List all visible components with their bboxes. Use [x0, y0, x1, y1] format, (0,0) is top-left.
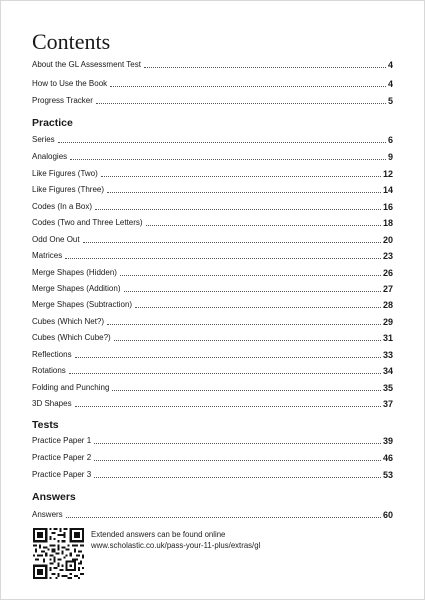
toc-label: Progress Tracker [32, 96, 93, 105]
toc-label: Cubes (Which Net?) [32, 317, 105, 326]
dot-leader [75, 357, 381, 358]
dot-leader [58, 142, 386, 143]
toc-label: Practice Paper 2 [32, 453, 92, 462]
toc-page-number: 53 [382, 470, 393, 480]
toc-page-number: 34 [382, 366, 393, 376]
toc-label: Rotations [32, 366, 66, 375]
toc-row-practice-paper-2[interactable] [32, 452, 393, 463]
section-heading-answers: Answers [32, 491, 76, 503]
dot-leader [95, 209, 381, 210]
toc-label: Codes (In a Box) [32, 202, 93, 211]
toc-page-number: 26 [382, 268, 393, 278]
toc-row-answers[interactable] [32, 509, 393, 520]
toc-row-3d-shapes[interactable] [32, 398, 393, 409]
dot-leader [144, 67, 386, 68]
toc-row-practice-paper-3[interactable] [32, 469, 393, 480]
toc-label: Answers [32, 510, 63, 519]
qr-code-icon[interactable] [33, 528, 84, 579]
toc-row-cubes-which-net[interactable] [32, 316, 393, 327]
toc-row-practice-paper-1[interactable] [32, 435, 393, 446]
toc-row-analogies[interactable] [32, 151, 393, 162]
toc-page-number: 4 [387, 79, 393, 89]
section-heading-practice: Practice [32, 117, 73, 129]
toc-label: Series [32, 135, 55, 144]
toc-page-number: 39 [382, 436, 393, 446]
toc-label: Cubes (Which Cube?) [32, 333, 111, 342]
toc-page-number: 14 [382, 185, 393, 195]
toc-label: How to Use the Book [32, 79, 108, 88]
toc-row-cubes-which-cube[interactable] [32, 332, 393, 343]
toc-page-number: 23 [382, 251, 393, 261]
extended-answers-text: Extended answers can be found online [91, 530, 226, 539]
dot-leader [94, 443, 381, 444]
toc-page-number: 6 [387, 135, 393, 145]
toc-row-rotations[interactable] [32, 365, 393, 376]
toc-row-merge-shapes-hidden[interactable] [32, 267, 393, 278]
toc-page-number: 16 [382, 202, 393, 212]
dot-leader [107, 192, 381, 193]
dot-leader [65, 258, 381, 259]
dot-leader [146, 225, 381, 226]
toc-row-about[interactable] [32, 59, 393, 70]
toc-label: Like Figures (Three) [32, 185, 105, 194]
toc-page-number: 18 [382, 218, 393, 228]
toc-row-progress-tracker[interactable] [32, 95, 393, 106]
toc-page-number: 46 [382, 453, 393, 463]
toc-row-folding-and-punching[interactable] [32, 382, 393, 393]
toc-row-merge-shapes-addition[interactable] [32, 283, 393, 294]
dot-leader [135, 307, 381, 308]
toc-label: Codes (Two and Three Letters) [32, 218, 143, 227]
toc-label: Merge Shapes (Hidden) [32, 268, 117, 277]
dot-leader [69, 373, 381, 374]
dot-leader [110, 86, 386, 87]
toc-label: Practice Paper 1 [32, 436, 92, 445]
dot-leader [83, 242, 381, 243]
toc-label: Odd One Out [32, 235, 80, 244]
toc-row-codes-two-three-letters[interactable] [32, 217, 393, 228]
toc-label: Analogies [32, 152, 68, 161]
toc-label: Merge Shapes (Addition) [32, 284, 121, 293]
toc-page-number: 12 [382, 169, 393, 179]
toc-page-number: 60 [382, 510, 393, 520]
toc-page-number: 4 [387, 60, 393, 70]
toc-page-number: 5 [387, 96, 393, 106]
toc-label: Reflections [32, 350, 72, 359]
dot-leader [107, 324, 381, 325]
dot-leader [75, 406, 381, 407]
dot-leader [114, 340, 381, 341]
extended-answers-url[interactable]: www.scholastic.co.uk/pass-your-11-plus/extras/gl [91, 541, 261, 550]
toc-row-like-figures-two[interactable] [32, 168, 393, 179]
dot-leader [120, 275, 381, 276]
section-heading-tests: Tests [32, 419, 59, 431]
toc-label: About the GL Assessment Test [32, 60, 141, 69]
toc-page-number: 37 [382, 399, 393, 409]
page-title: Contents [32, 29, 111, 54]
toc-row-like-figures-three[interactable] [32, 184, 393, 195]
toc-label: Folding and Punching [32, 383, 110, 392]
dot-leader [94, 460, 381, 461]
toc-page-number: 27 [382, 284, 393, 294]
dot-leader [124, 291, 381, 292]
dot-leader [101, 176, 381, 177]
dot-leader [66, 517, 381, 518]
extended-answers-note [91, 529, 260, 551]
toc-label: 3D Shapes [32, 399, 72, 408]
toc-page-number: 35 [382, 383, 393, 393]
dot-leader [96, 103, 386, 104]
toc-page-number: 29 [382, 317, 393, 327]
toc-page-number: 9 [387, 152, 393, 162]
toc-page-number: 28 [382, 300, 393, 310]
toc-label: Like Figures (Two) [32, 169, 98, 178]
toc-page-number: 33 [382, 350, 393, 360]
toc-row-odd-one-out[interactable] [32, 234, 393, 245]
toc-row-merge-shapes-subtraction[interactable] [32, 299, 393, 310]
dot-leader [94, 477, 381, 478]
toc-row-codes-in-a-box[interactable] [32, 201, 393, 212]
toc-label: Matrices [32, 251, 63, 260]
toc-row-series[interactable] [32, 134, 393, 145]
toc-label: Practice Paper 3 [32, 470, 92, 479]
toc-page-number: 31 [382, 333, 393, 343]
toc-row-how-to-use[interactable] [32, 78, 393, 89]
toc-page-number: 20 [382, 235, 393, 245]
toc-row-reflections[interactable] [32, 349, 393, 360]
toc-row-matrices[interactable] [32, 250, 393, 261]
dot-leader [112, 390, 381, 391]
toc-label: Merge Shapes (Subtraction) [32, 300, 133, 309]
dot-leader [70, 159, 386, 160]
